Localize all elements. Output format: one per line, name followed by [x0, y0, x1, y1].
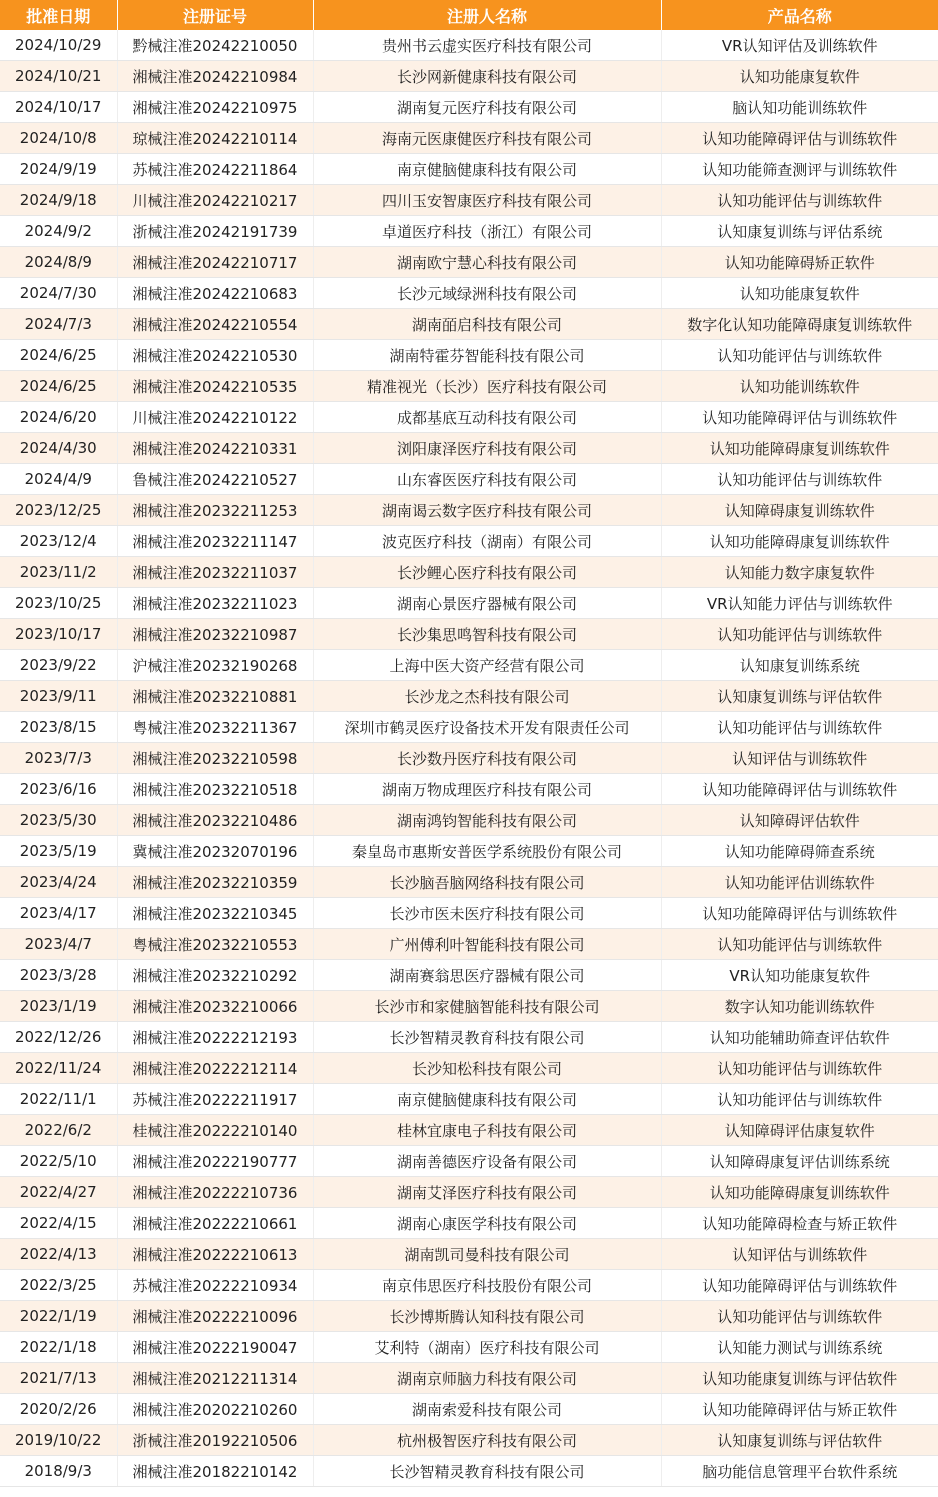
cell-approval-date: 2023/10/25 — [0, 588, 117, 619]
cell-registration-number: 湘械注准20222190777 — [117, 1146, 313, 1177]
header-registration-number: 注册证号 — [117, 0, 313, 30]
cell-registration-number: 湘械注准20242210984 — [117, 61, 313, 92]
table-body — [0, 30, 938, 1487]
cell-registration-number: 湘械注准20222212114 — [117, 1053, 313, 1084]
table-row — [0, 836, 938, 867]
cell-registrant-name: 湖南谒云数字医疗科技有限公司 — [313, 495, 661, 526]
cell-product-name: 数字认知功能训练软件 — [661, 991, 938, 1022]
cell-registration-number: 川械注准20242210217 — [117, 185, 313, 216]
table-row — [0, 30, 938, 61]
cell-product-name: 认知评估与训练软件 — [661, 743, 938, 774]
cell-product-name: 认知评估与训练软件 — [661, 1239, 938, 1270]
table-row — [0, 1363, 938, 1394]
cell-approval-date: 2024/6/20 — [0, 402, 117, 433]
table-row — [0, 495, 938, 526]
cell-registration-number: 湘械注准20202210260 — [117, 1394, 313, 1425]
table-row — [0, 464, 938, 495]
cell-registrant-name: 湖南凯司曼科技有限公司 — [313, 1239, 661, 1270]
cell-product-name: VR认知功能康复软件 — [661, 960, 938, 991]
table-row — [0, 619, 938, 650]
cell-product-name: 认知功能障碍康复训练软件 — [661, 1177, 938, 1208]
cell-registrant-name: 长沙数丹医疗科技有限公司 — [313, 743, 661, 774]
cell-product-name: 认知功能训练软件 — [661, 371, 938, 402]
cell-registrant-name: 精准视光（长沙）医疗科技有限公司 — [313, 371, 661, 402]
cell-approval-date: 2022/4/13 — [0, 1239, 117, 1270]
cell-registration-number: 湘械注准20222210613 — [117, 1239, 313, 1270]
cell-approval-date: 2023/4/24 — [0, 867, 117, 898]
table-header — [0, 0, 938, 30]
cell-registration-number: 湘械注准20222190047 — [117, 1332, 313, 1363]
cell-product-name: 认知功能评估与训练软件 — [661, 185, 938, 216]
cell-product-name: 认知障碍康复评估训练系统 — [661, 1146, 938, 1177]
cell-registration-number: 湘械注准20232211253 — [117, 495, 313, 526]
cell-product-name: 认知康复训练与评估软件 — [661, 1425, 938, 1456]
cell-product-name: 认知功能评估与训练软件 — [661, 619, 938, 650]
table-row — [0, 433, 938, 464]
cell-registration-number: 鲁械注准20242210527 — [117, 464, 313, 495]
cell-registration-number: 粤械注准20232210553 — [117, 929, 313, 960]
cell-product-name: 认知功能康复软件 — [661, 61, 938, 92]
cell-registration-number: 苏械注准20222210934 — [117, 1270, 313, 1301]
cell-registrant-name: 长沙鲤心医疗科技有限公司 — [313, 557, 661, 588]
cell-approval-date: 2023/9/22 — [0, 650, 117, 681]
cell-approval-date: 2023/12/4 — [0, 526, 117, 557]
cell-registration-number: 湘械注准20232210292 — [117, 960, 313, 991]
table-row — [0, 402, 938, 433]
cell-approval-date: 2020/2/26 — [0, 1394, 117, 1425]
cell-registrant-name: 湖南鸿钧智能科技有限公司 — [313, 805, 661, 836]
cell-registration-number: 湘械注准20222212193 — [117, 1022, 313, 1053]
table-row — [0, 1332, 938, 1363]
cell-registrant-name: 长沙市医未医疗科技有限公司 — [313, 898, 661, 929]
cell-product-name: 认知功能辅助筛查评估软件 — [661, 1022, 938, 1053]
table-row — [0, 898, 938, 929]
table-row — [0, 1022, 938, 1053]
cell-registration-number: 湘械注准20232210598 — [117, 743, 313, 774]
cell-registrant-name: 卓道医疗科技（浙江）有限公司 — [313, 216, 661, 247]
cell-product-name: 认知障碍评估软件 — [661, 805, 938, 836]
cell-registration-number: 湘械注准20222210736 — [117, 1177, 313, 1208]
cell-approval-date: 2024/7/30 — [0, 278, 117, 309]
table-row — [0, 743, 938, 774]
cell-registration-number: 桂械注准20222210140 — [117, 1115, 313, 1146]
cell-registrant-name: 长沙博斯腾认知科技有限公司 — [313, 1301, 661, 1332]
cell-product-name: 认知功能障碍康复训练软件 — [661, 526, 938, 557]
cell-approval-date: 2023/9/11 — [0, 681, 117, 712]
cell-approval-date: 2022/1/18 — [0, 1332, 117, 1363]
cell-registration-number: 湘械注准20242210975 — [117, 92, 313, 123]
cell-approval-date: 2023/5/19 — [0, 836, 117, 867]
cell-product-name: 认知功能障碍矫正软件 — [661, 247, 938, 278]
cell-product-name: 认知康复训练与评估软件 — [661, 681, 938, 712]
cell-product-name: 数字化认知功能障碍康复训练软件 — [661, 309, 938, 340]
cell-approval-date: 2024/4/9 — [0, 464, 117, 495]
cell-approval-date: 2024/7/3 — [0, 309, 117, 340]
cell-approval-date: 2024/10/21 — [0, 61, 117, 92]
cell-registration-number: 湘械注准20212211314 — [117, 1363, 313, 1394]
table-row — [0, 650, 938, 681]
cell-registrant-name: 贵州书云虚实医疗科技有限公司 — [313, 30, 661, 61]
cell-approval-date: 2022/11/1 — [0, 1084, 117, 1115]
table-row — [0, 1394, 938, 1425]
cell-registration-number: 湘械注准20232211147 — [117, 526, 313, 557]
cell-registrant-name: 南京伟思医疗科技股份有限公司 — [313, 1270, 661, 1301]
cell-approval-date: 2019/10/22 — [0, 1425, 117, 1456]
cell-registrant-name: 艾利特（湖南）医疗科技有限公司 — [313, 1332, 661, 1363]
cell-approval-date: 2023/1/19 — [0, 991, 117, 1022]
cell-approval-date: 2023/5/30 — [0, 805, 117, 836]
header-registrant-name: 注册人名称 — [313, 0, 661, 30]
table-row — [0, 1208, 938, 1239]
cell-registration-number: 湘械注准20232210881 — [117, 681, 313, 712]
cell-registrant-name: 长沙市和家健脑智能科技有限公司 — [313, 991, 661, 1022]
cell-approval-date: 2023/4/7 — [0, 929, 117, 960]
cell-registration-number: 湘械注准20232210345 — [117, 898, 313, 929]
table-row — [0, 154, 938, 185]
cell-product-name: 认知能力测试与训练系统 — [661, 1332, 938, 1363]
table-row — [0, 867, 938, 898]
cell-approval-date: 2022/4/27 — [0, 1177, 117, 1208]
cell-registration-number: 湘械注准20242210683 — [117, 278, 313, 309]
cell-product-name: 认知障碍康复训练软件 — [661, 495, 938, 526]
cell-registration-number: 沪械注准20232190268 — [117, 650, 313, 681]
cell-registration-number: 湘械注准20242210331 — [117, 433, 313, 464]
cell-registrant-name: 湖南心康医学科技有限公司 — [313, 1208, 661, 1239]
cell-registration-number: 湘械注准20242210554 — [117, 309, 313, 340]
cell-registration-number: 粤械注准20232211367 — [117, 712, 313, 743]
table-row — [0, 1270, 938, 1301]
cell-approval-date: 2023/6/16 — [0, 774, 117, 805]
cell-registration-number: 湘械注准20242210530 — [117, 340, 313, 371]
cell-product-name: 脑认知功能训练软件 — [661, 92, 938, 123]
cell-registrant-name: 成都基底互动科技有限公司 — [313, 402, 661, 433]
cell-registrant-name: 杭州极智医疗科技有限公司 — [313, 1425, 661, 1456]
cell-registrant-name: 长沙知松科技有限公司 — [313, 1053, 661, 1084]
cell-product-name: 认知功能障碍康复训练软件 — [661, 433, 938, 464]
cell-registration-number: 冀械注准20232070196 — [117, 836, 313, 867]
cell-product-name: 认知功能评估与训练软件 — [661, 1084, 938, 1115]
cell-product-name: 认知功能筛查测评与训练软件 — [661, 154, 938, 185]
table-row — [0, 1053, 938, 1084]
header-row — [0, 0, 938, 30]
cell-product-name: 认知功能障碍筛查系统 — [661, 836, 938, 867]
table-row — [0, 123, 938, 154]
cell-approval-date: 2023/11/2 — [0, 557, 117, 588]
cell-approval-date: 2024/10/8 — [0, 123, 117, 154]
cell-product-name: 认知功能评估与训练软件 — [661, 929, 938, 960]
cell-product-name: VR认知评估及训练软件 — [661, 30, 938, 61]
cell-registrant-name: 上海中医大资产经营有限公司 — [313, 650, 661, 681]
cell-approval-date: 2022/1/19 — [0, 1301, 117, 1332]
cell-registration-number: 琼械注准20242210114 — [117, 123, 313, 154]
cell-product-name: 认知康复训练与评估系统 — [661, 216, 938, 247]
header-product-name: 产品名称 — [661, 0, 938, 30]
cell-registrant-name: 湖南万物成理医疗科技有限公司 — [313, 774, 661, 805]
cell-registration-number: 湘械注准20232210486 — [117, 805, 313, 836]
cell-product-name: 认知功能障碍评估与矫正软件 — [661, 1394, 938, 1425]
table-row — [0, 526, 938, 557]
cell-approval-date: 2022/11/24 — [0, 1053, 117, 1084]
cell-registrant-name: 湖南复元医疗科技有限公司 — [313, 92, 661, 123]
cell-approval-date: 2024/6/25 — [0, 340, 117, 371]
cell-registrant-name: 湖南索爱科技有限公司 — [313, 1394, 661, 1425]
cell-approval-date: 2022/6/2 — [0, 1115, 117, 1146]
cell-registration-number: 苏械注准20242211864 — [117, 154, 313, 185]
cell-registration-number: 浙械注准20242191739 — [117, 216, 313, 247]
cell-registrant-name: 长沙网新健康科技有限公司 — [313, 61, 661, 92]
cell-registrant-name: 四川玉安智康医疗科技有限公司 — [313, 185, 661, 216]
cell-product-name: 认知康复训练系统 — [661, 650, 938, 681]
table-row — [0, 185, 938, 216]
cell-registrant-name: 湖南京师脑力科技有限公司 — [313, 1363, 661, 1394]
cell-approval-date: 2022/12/26 — [0, 1022, 117, 1053]
cell-registration-number: 湘械注准20232210987 — [117, 619, 313, 650]
cell-registrant-name: 湖南善德医疗设备有限公司 — [313, 1146, 661, 1177]
cell-registrant-name: 南京健脑健康科技有限公司 — [313, 154, 661, 185]
cell-approval-date: 2023/4/17 — [0, 898, 117, 929]
cell-registration-number: 黔械注准20242210050 — [117, 30, 313, 61]
table-row — [0, 61, 938, 92]
table-row — [0, 340, 938, 371]
cell-registrant-name: 山东睿医医疗科技有限公司 — [313, 464, 661, 495]
table-row — [0, 557, 938, 588]
cell-product-name: 认知功能评估与训练软件 — [661, 464, 938, 495]
table-row — [0, 1425, 938, 1456]
cell-registration-number: 湘械注准20182210142 — [117, 1456, 313, 1487]
cell-registration-number: 湘械注准20232210359 — [117, 867, 313, 898]
table-row — [0, 774, 938, 805]
cell-approval-date: 2018/9/3 — [0, 1456, 117, 1487]
cell-product-name: 认知功能障碍评估与训练软件 — [661, 1270, 938, 1301]
cell-approval-date: 2022/5/10 — [0, 1146, 117, 1177]
cell-approval-date: 2024/10/17 — [0, 92, 117, 123]
table-row — [0, 1456, 938, 1487]
cell-product-name: 认知功能康复软件 — [661, 278, 938, 309]
cell-registrant-name: 南京健脑健康科技有限公司 — [313, 1084, 661, 1115]
cell-registration-number: 湘械注准20222210661 — [117, 1208, 313, 1239]
cell-product-name: 认知障碍评估康复软件 — [661, 1115, 938, 1146]
cell-registration-number: 湘械注准20242210717 — [117, 247, 313, 278]
table-row — [0, 309, 938, 340]
table-row — [0, 278, 938, 309]
header-approval-date: 批准日期 — [0, 0, 117, 30]
table-row — [0, 1177, 938, 1208]
cell-approval-date: 2023/8/15 — [0, 712, 117, 743]
cell-registrant-name: 秦皇岛市惠斯安普医学系统股份有限公司 — [313, 836, 661, 867]
table-row — [0, 960, 938, 991]
cell-registrant-name: 长沙集思鸣智科技有限公司 — [313, 619, 661, 650]
cell-registration-number: 湘械注准20232210066 — [117, 991, 313, 1022]
cell-approval-date: 2024/9/2 — [0, 216, 117, 247]
cell-registrant-name: 桂林宜康电子科技有限公司 — [313, 1115, 661, 1146]
cell-approval-date: 2022/3/25 — [0, 1270, 117, 1301]
cell-product-name: 认知功能评估与训练软件 — [661, 1053, 938, 1084]
table-row — [0, 92, 938, 123]
table-row — [0, 805, 938, 836]
cell-approval-date: 2024/10/29 — [0, 30, 117, 61]
cell-approval-date: 2022/4/15 — [0, 1208, 117, 1239]
cell-product-name: VR认知能力评估与训练软件 — [661, 588, 938, 619]
cell-approval-date: 2023/12/25 — [0, 495, 117, 526]
cell-registration-number: 湘械注准20222210096 — [117, 1301, 313, 1332]
cell-approval-date: 2023/3/28 — [0, 960, 117, 991]
cell-registration-number: 湘械注准20232210518 — [117, 774, 313, 805]
cell-registration-number: 苏械注准20222211917 — [117, 1084, 313, 1115]
cell-registrant-name: 波克医疗科技（湖南）有限公司 — [313, 526, 661, 557]
table-row — [0, 1115, 938, 1146]
cell-registrant-name: 长沙龙之杰科技有限公司 — [313, 681, 661, 712]
cell-registration-number: 川械注准20242210122 — [117, 402, 313, 433]
table-row — [0, 1301, 938, 1332]
cell-product-name: 认知功能障碍评估与训练软件 — [661, 123, 938, 154]
table-row — [0, 1239, 938, 1270]
table-row — [0, 247, 938, 278]
cell-product-name: 认知功能障碍评估与训练软件 — [661, 774, 938, 805]
cell-registrant-name: 深圳市鹤灵医疗设备技术开发有限责任公司 — [313, 712, 661, 743]
cell-registrant-name: 湖南艾泽医疗科技有限公司 — [313, 1177, 661, 1208]
cell-approval-date: 2023/10/17 — [0, 619, 117, 650]
cell-approval-date: 2024/6/25 — [0, 371, 117, 402]
table-row — [0, 681, 938, 712]
cell-approval-date: 2024/9/18 — [0, 185, 117, 216]
table-row — [0, 712, 938, 743]
table-row — [0, 588, 938, 619]
cell-product-name: 认知功能康复训练与评估软件 — [661, 1363, 938, 1394]
cell-registrant-name: 海南元医康健医疗科技有限公司 — [313, 123, 661, 154]
cell-product-name: 认知功能评估与训练软件 — [661, 1301, 938, 1332]
cell-product-name: 脑功能信息管理平台软件系统 — [661, 1456, 938, 1487]
cell-approval-date: 2024/8/9 — [0, 247, 117, 278]
cell-product-name: 认知功能障碍评估与训练软件 — [661, 898, 938, 929]
cell-registrant-name: 湖南皕启科技有限公司 — [313, 309, 661, 340]
table-row — [0, 371, 938, 402]
cell-registration-number: 浙械注准20192210506 — [117, 1425, 313, 1456]
cell-product-name: 认知功能评估训练软件 — [661, 867, 938, 898]
cell-registrant-name: 湖南心景医疗器械有限公司 — [313, 588, 661, 619]
cell-approval-date: 2023/7/3 — [0, 743, 117, 774]
cell-product-name: 认知功能评估与训练软件 — [661, 340, 938, 371]
cell-approval-date: 2024/4/30 — [0, 433, 117, 464]
cell-registration-number: 湘械注准20232211023 — [117, 588, 313, 619]
cell-approval-date: 2021/7/13 — [0, 1363, 117, 1394]
cell-registrant-name: 长沙智精灵教育科技有限公司 — [313, 1022, 661, 1053]
cell-registrant-name: 广州傅利叶智能科技有限公司 — [313, 929, 661, 960]
cell-product-name: 认知功能评估与训练软件 — [661, 712, 938, 743]
table-row — [0, 929, 938, 960]
cell-registrant-name: 长沙脑吾脑网络科技有限公司 — [313, 867, 661, 898]
cell-product-name: 认知功能障碍评估与训练软件 — [661, 402, 938, 433]
cell-product-name: 认知功能障碍检查与矫正软件 — [661, 1208, 938, 1239]
table-row — [0, 991, 938, 1022]
cell-registrant-name: 浏阳康泽医疗科技有限公司 — [313, 433, 661, 464]
cell-registration-number: 湘械注准20232211037 — [117, 557, 313, 588]
cell-registration-number: 湘械注准20242210535 — [117, 371, 313, 402]
cell-registrant-name: 湖南特霍芬智能科技有限公司 — [313, 340, 661, 371]
table-row — [0, 1084, 938, 1115]
cell-registrant-name: 长沙元域绿洲科技有限公司 — [313, 278, 661, 309]
cell-product-name: 认知能力数字康复软件 — [661, 557, 938, 588]
cell-registrant-name: 湖南欧宁慧心科技有限公司 — [313, 247, 661, 278]
cell-registrant-name: 长沙智精灵教育科技有限公司 — [313, 1456, 661, 1487]
table-row — [0, 216, 938, 247]
cell-registrant-name: 湖南赛翁思医疗器械有限公司 — [313, 960, 661, 991]
cell-approval-date: 2024/9/19 — [0, 154, 117, 185]
table-row — [0, 1146, 938, 1177]
